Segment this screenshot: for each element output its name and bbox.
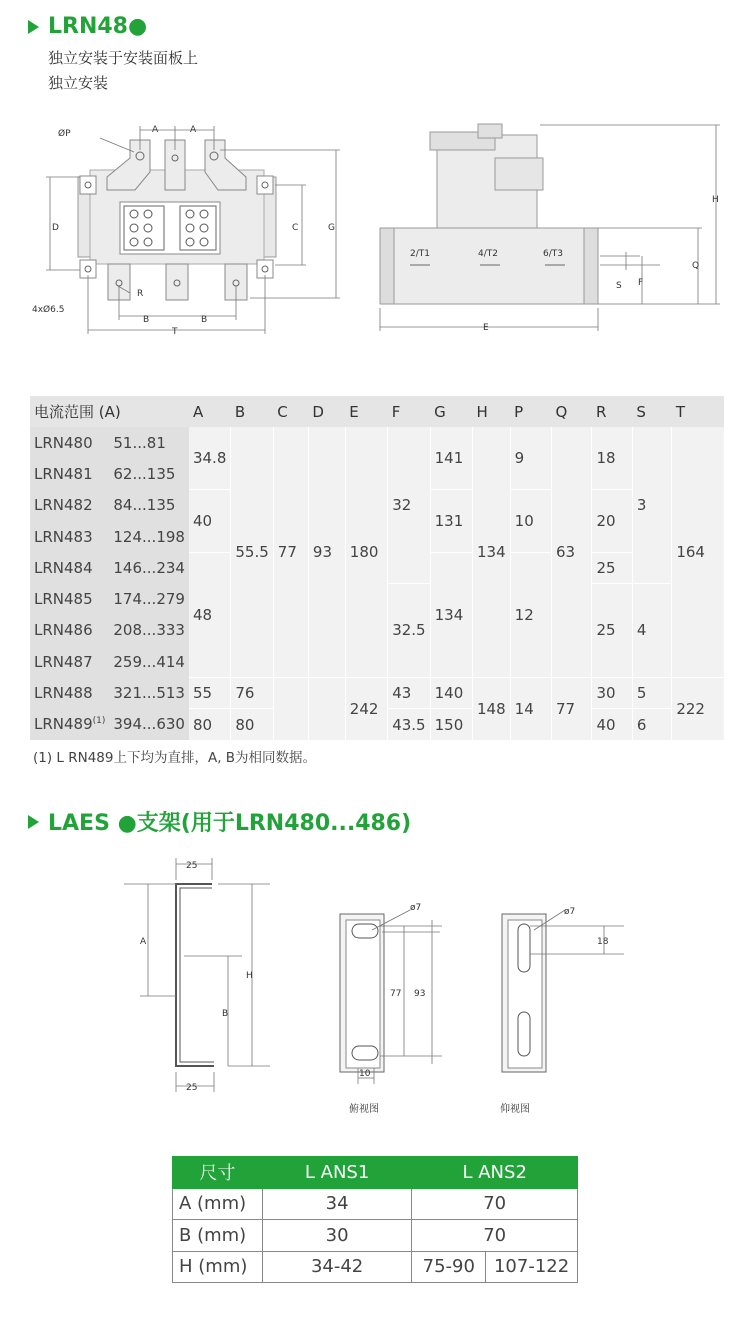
svg-text:6/T3: 6/T3	[543, 249, 563, 259]
svg-text:F: F	[638, 278, 644, 288]
value-cell: 40	[189, 490, 231, 553]
svg-text:25: 25	[186, 1083, 198, 1093]
range-cell: 394...630	[109, 709, 189, 740]
svg-text:E: E	[483, 323, 489, 333]
table-row	[173, 1188, 578, 1220]
header-h: H	[473, 396, 511, 427]
header-size: 尺寸	[173, 1157, 263, 1189]
header-r: R	[592, 396, 632, 427]
value-cell: 34.8	[189, 427, 231, 490]
model-cell: LRN483	[30, 521, 109, 552]
header-d: D	[308, 396, 345, 427]
value-cell: 55.5	[231, 427, 273, 677]
bracket-dimension-drawing	[0, 850, 750, 1130]
value-cell: 70	[412, 1188, 578, 1220]
svg-text:H: H	[712, 195, 719, 205]
header-b: B	[231, 396, 273, 427]
model-cell: LRN486	[30, 615, 109, 646]
value-cell: 80	[231, 709, 273, 740]
bracket-size-table	[172, 1156, 578, 1283]
model-cell: LRN489$^{(1)}$	[30, 709, 109, 740]
model-cell: LRN484	[30, 552, 109, 583]
svg-text:4xØ6.5: 4xØ6.5	[32, 305, 65, 315]
row-label: B (mm)	[173, 1220, 263, 1252]
range-cell: 208...333	[109, 615, 189, 646]
header-p: P	[510, 396, 551, 427]
svg-text:ø7: ø7	[410, 903, 422, 913]
value-cell: 134	[473, 427, 511, 677]
value-cell: 180	[345, 427, 387, 677]
subtitle-line-2: 独立安装	[48, 74, 109, 92]
svg-text:G: G	[328, 223, 335, 233]
value-cell: 164	[672, 427, 724, 677]
svg-text:2/T1: 2/T1	[410, 249, 430, 259]
value-cell: 70	[412, 1220, 578, 1252]
value-cell: 30	[592, 677, 632, 708]
value-cell: 76	[231, 677, 273, 708]
section-title-lrn48: LRN48●	[28, 14, 147, 39]
header-current-range: 电流范围 (A)	[30, 396, 189, 427]
table-row	[30, 427, 724, 458]
svg-text:ø7: ø7	[564, 907, 576, 917]
value-cell: 222	[672, 677, 724, 740]
value-cell: 30	[262, 1220, 412, 1252]
value-cell: 77	[273, 427, 308, 677]
value-cell: 3	[632, 427, 671, 583]
value-cell: 134	[430, 552, 472, 677]
svg-text:77: 77	[390, 989, 402, 999]
value-cell: 80	[189, 709, 231, 740]
spec-table-header	[30, 396, 724, 427]
triangle-bullet-icon	[28, 20, 39, 34]
value-cell: 4	[632, 583, 671, 677]
table-row	[30, 677, 724, 708]
header-s: S	[632, 396, 671, 427]
svg-text:D: D	[52, 223, 59, 233]
svg-text:93: 93	[414, 989, 426, 999]
value-cell: 32	[388, 427, 430, 583]
value-cell: 131	[430, 490, 472, 553]
model-cell: LRN488	[30, 677, 109, 708]
value-cell: 150	[430, 709, 472, 740]
svg-text:S: S	[616, 281, 622, 291]
svg-text:25: 25	[186, 861, 198, 871]
value-cell: 141	[430, 427, 472, 490]
range-cell: 321...513	[109, 677, 189, 708]
value-cell: 148	[473, 677, 511, 740]
header-g: G	[430, 396, 472, 427]
value-cell: 242	[345, 677, 387, 740]
value-cell: 34-42	[262, 1251, 412, 1283]
svg-text:B: B	[201, 315, 208, 325]
value-cell: 32.5	[388, 583, 430, 677]
spec-table	[30, 396, 724, 740]
svg-text:Q: Q	[692, 261, 700, 271]
value-cell: 43.5	[388, 709, 430, 740]
svg-text:18: 18	[597, 937, 609, 947]
svg-text:仰视图: 仰视图	[500, 1104, 530, 1115]
row-label: H (mm)	[173, 1251, 263, 1283]
table-row	[173, 1251, 578, 1283]
svg-text:C: C	[292, 223, 299, 233]
header-e: E	[345, 396, 387, 427]
model-cell: LRN480	[30, 427, 109, 458]
svg-text:4/T2: 4/T2	[478, 249, 498, 259]
svg-text:A: A	[152, 125, 159, 135]
range-cell: 51...81	[109, 427, 189, 458]
header-t: T	[672, 396, 724, 427]
value-cell: 140	[430, 677, 472, 708]
value-cell: 14	[510, 677, 551, 740]
range-cell: 259...414	[109, 646, 189, 677]
range-cell: 84...135	[109, 490, 189, 521]
model-cell: LRN487	[30, 646, 109, 677]
svg-text:B: B	[222, 1009, 229, 1019]
table-footnote: (1) L RN489上下均为直排，A, B为相同数据。	[33, 750, 317, 766]
model-cell: LRN482	[30, 490, 109, 521]
value-cell: 25	[592, 552, 632, 583]
svg-text:10: 10	[359, 1069, 371, 1079]
value-cell: 5	[632, 677, 671, 708]
value-cell: 10	[510, 490, 551, 553]
subtitle-line-1: 独立安装于安装面板上	[48, 49, 199, 67]
svg-text:ØP: ØP	[58, 129, 71, 139]
value-cell: 43	[388, 677, 430, 708]
header-lans1: L ANS1	[262, 1157, 412, 1189]
value-cell	[273, 677, 308, 740]
svg-text:B: B	[143, 315, 150, 325]
model-cell: LRN485	[30, 583, 109, 614]
header-f: F	[388, 396, 430, 427]
section-title-laes: LAES ●支架(用于LRN480...486)	[28, 806, 411, 837]
svg-text:T: T	[172, 327, 178, 337]
svg-text:A: A	[190, 125, 197, 135]
svg-text:R: R	[137, 289, 144, 299]
value-cell	[308, 677, 345, 740]
row-label: A (mm)	[173, 1188, 263, 1220]
value-cell: 77	[552, 677, 592, 740]
svg-text:H: H	[246, 971, 253, 981]
header-c: C	[273, 396, 308, 427]
table-row	[173, 1220, 578, 1252]
value-cell: 55	[189, 677, 231, 708]
header-a: A	[189, 396, 231, 427]
svg-text:俯视图: 俯视图	[349, 1104, 379, 1115]
value-cell: 9	[510, 427, 551, 490]
value-cell: 12	[510, 552, 551, 677]
model-cell: LRN481	[30, 458, 109, 489]
value-cell: 48	[189, 552, 231, 677]
header-q: Q	[552, 396, 592, 427]
value-cell: 40	[592, 709, 632, 740]
value-cell: 18	[592, 427, 632, 490]
value-cell: 20	[592, 490, 632, 553]
value-cell: 25	[592, 583, 632, 677]
triangle-bullet-icon	[28, 815, 39, 829]
range-cell: 62...135	[109, 458, 189, 489]
bracket-table-header	[173, 1157, 578, 1189]
value-cell: 93	[308, 427, 345, 677]
relay-dimension-drawing	[0, 110, 750, 350]
svg-text:A: A	[140, 937, 147, 947]
value-cell: 63	[552, 427, 592, 677]
value-cell: 34	[262, 1188, 412, 1220]
value-cell: 75-90	[412, 1251, 486, 1283]
header-lans2: L ANS2	[412, 1157, 578, 1189]
range-cell: 174...279	[109, 583, 189, 614]
value-cell: 6	[632, 709, 671, 740]
value-cell: 107-122	[486, 1251, 578, 1283]
range-cell: 124...198	[109, 521, 189, 552]
range-cell: 146...234	[109, 552, 189, 583]
